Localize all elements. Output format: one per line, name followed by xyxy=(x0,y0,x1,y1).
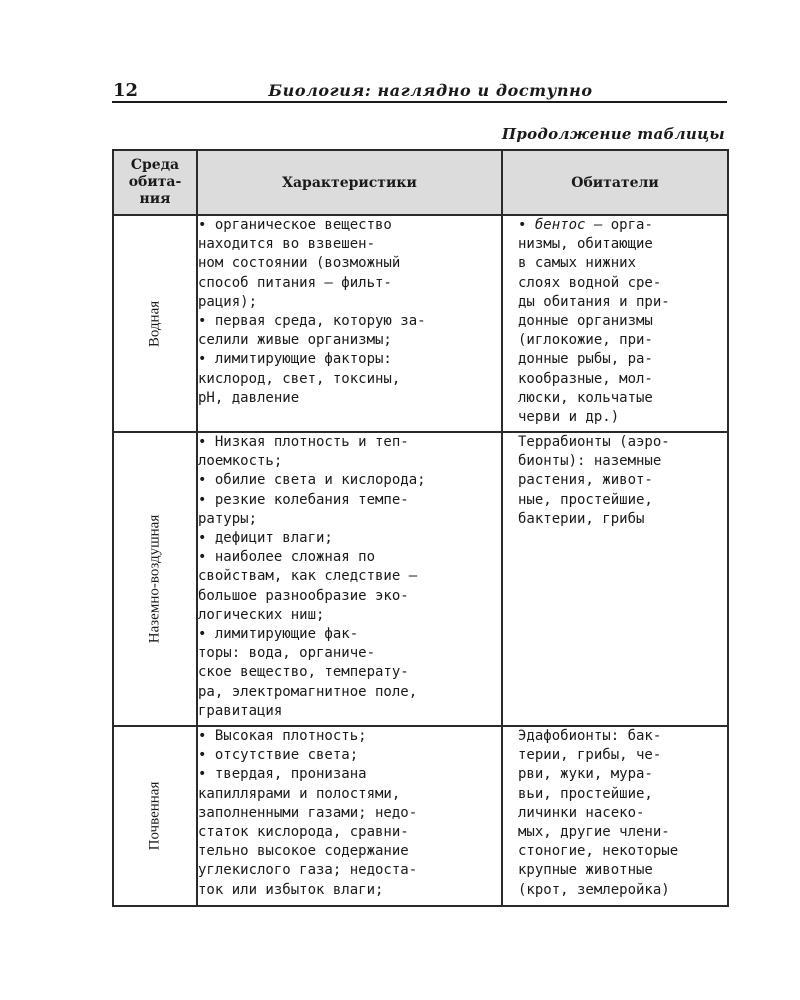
header-environment-line: обита- xyxy=(128,174,182,190)
text-line: • наиболее сложная по xyxy=(198,549,376,566)
text-line: • органическое вещество xyxy=(198,217,392,233)
text-line: ные, простейшие, xyxy=(518,491,653,508)
text-line: тельно высокое содержание xyxy=(198,843,409,860)
text-line: логических ниш; xyxy=(198,606,325,623)
text-line: бионты): наземные xyxy=(518,453,662,470)
table-row xyxy=(113,215,728,432)
text-line: донные рыбы, ра- xyxy=(518,351,653,368)
text-line: терии, грибы, че- xyxy=(518,747,662,764)
text-line: • Низкая плотность и теп- xyxy=(198,434,409,450)
text-line: черви и др.) xyxy=(518,409,620,426)
table-continuation-label: Продолжение таблицы xyxy=(501,125,725,143)
text-line: гравитация xyxy=(198,702,283,719)
environment-label: Водная xyxy=(146,300,163,347)
text-line: люски, кольчатые xyxy=(518,389,653,406)
text-line: личинки насеко- xyxy=(518,804,645,821)
text-line: ды обитания и при- xyxy=(518,293,670,310)
text-line: в самых нижних xyxy=(518,255,637,272)
text-line: • дефицит влаги; xyxy=(198,530,333,547)
text-line: ток или избыток влаги; xyxy=(198,881,384,898)
text-line: pH, давление xyxy=(198,389,300,406)
text-line: Террабионты (аэро- xyxy=(518,434,670,450)
text-line: слоях водной сре- xyxy=(518,274,662,291)
environment-label: Почвенная xyxy=(146,781,163,851)
environment-cell xyxy=(113,726,197,906)
environment-label: Наземно-воздушная xyxy=(146,514,163,644)
characteristics-cell xyxy=(197,726,502,906)
text-line: мых, другие члени- xyxy=(518,824,670,841)
text-line: • твердая, пронизана xyxy=(198,766,367,783)
text-line: рви, жуки, мура- xyxy=(518,766,653,783)
text-line: способ питания — фильт- xyxy=(198,274,392,291)
table-row xyxy=(113,726,728,906)
text-line: • лимитирующие факторы: xyxy=(198,351,392,368)
term-benthos: бентос xyxy=(534,217,586,233)
text-line: рация); xyxy=(198,293,258,310)
text-line: • отсутствие света; xyxy=(198,747,359,764)
text-line: ном состоянии (возможный xyxy=(198,255,401,272)
text-line: лоемкость; xyxy=(198,453,283,470)
text-line xyxy=(518,216,727,235)
table-row xyxy=(113,432,728,726)
environment-cell xyxy=(113,432,197,726)
header-environment-line: ния xyxy=(139,191,171,207)
text-line: стоногие, некоторые xyxy=(518,843,679,860)
characteristics-cell xyxy=(197,432,502,726)
text-line: свойствам, как следствие — xyxy=(198,568,418,585)
characteristics-cell xyxy=(197,215,502,432)
text-line: статок кислорода, сравни- xyxy=(198,824,409,841)
text-fragment: — орга- xyxy=(585,217,653,233)
text-line: углекислого газа; недоста- xyxy=(198,862,418,879)
running-title: Биология: наглядно и доступно xyxy=(268,81,593,100)
text-line: • Высокая плотность; xyxy=(198,728,367,744)
text-line: находится во взвешен- xyxy=(198,236,376,253)
text-line: • резкие колебания темпе- xyxy=(198,491,409,508)
text-line: растения, живот- xyxy=(518,472,653,489)
text-line: донные организмы xyxy=(518,313,653,330)
text-line: • лимитирующие фак- xyxy=(198,626,359,643)
text-line: вьи, простейшие, xyxy=(518,785,653,802)
text-line: • первая среда, которую за- xyxy=(198,313,426,330)
environment-cell xyxy=(113,215,197,432)
text-line: бактерии, грибы xyxy=(518,510,645,527)
text-line: кообразные, мол- xyxy=(518,370,653,387)
header-environment-line: Среда xyxy=(130,157,180,173)
text-line: крупные животные xyxy=(518,862,653,879)
header-inhabitants: Обитатели xyxy=(502,150,728,215)
bullet: • xyxy=(518,217,527,233)
table-header-row xyxy=(113,150,728,215)
text-line: ра, электромагнитное поле, xyxy=(198,683,418,700)
inhabitants-cell xyxy=(502,726,728,906)
text-line: селили живые организмы; xyxy=(198,332,392,349)
text-line: торы: вода, органиче- xyxy=(198,645,376,662)
text-line: заполненными газами; недо- xyxy=(198,804,418,821)
header-characteristics: Характеристики xyxy=(197,150,502,215)
text-line: (иглокожие, при- xyxy=(518,332,653,349)
inhabitants-cell xyxy=(502,432,728,726)
header-environment xyxy=(113,150,197,215)
text-line: Эдафобионты: бак- xyxy=(518,728,662,744)
text-line: капиллярами и полостями, xyxy=(198,785,401,802)
header-rule xyxy=(112,101,727,103)
habitat-table xyxy=(112,149,729,907)
text-line: ратуры; xyxy=(198,510,258,527)
text-line: • обилие света и кислорода; xyxy=(198,472,426,489)
text-line: большое разнообразие эко- xyxy=(198,587,409,604)
text-line: низмы, обитающие xyxy=(518,236,653,253)
page-number: 12 xyxy=(113,80,139,101)
text-line: (крот, землеройка) xyxy=(518,881,670,898)
text-line: кислород, свет, токсины, xyxy=(198,370,401,387)
inhabitants-cell xyxy=(502,215,728,432)
text-line: ское вещество, температу- xyxy=(198,664,409,681)
